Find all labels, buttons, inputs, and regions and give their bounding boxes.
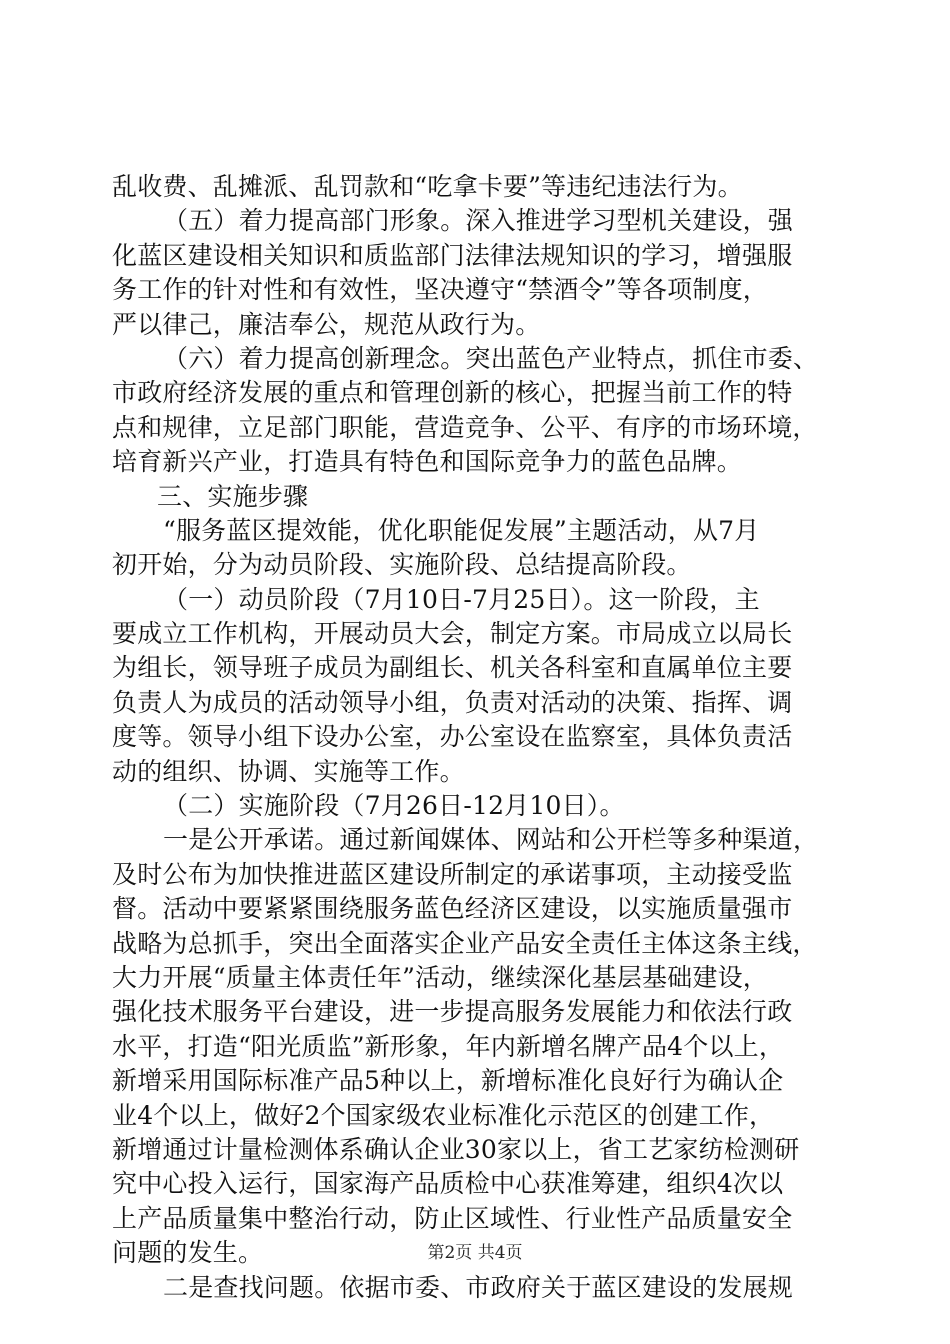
body-line: 及时公布为加快推进蓝区建设所制定的承诺事项，主动接受监 [112, 859, 793, 889]
body-line: 二是查找问题。依据市委、市政府关于蓝区建设的发展规 [163, 1272, 794, 1302]
body-line: 究中心投入运行，国家海产品质检中心获准筹建，组织4次以 [112, 1169, 784, 1199]
body-line: 水平，打造“阳光质监”新形象，年内新增名牌产品4个以上， [112, 1031, 785, 1061]
body-line: 问题的发生。 [112, 1238, 264, 1268]
body-line: 上产品质量集中整治行动，防止区域性、行业性产品质量安全 [112, 1203, 793, 1233]
body-line: 度等。领导小组下设办公室，办公室设在监察室，具体负责活 [112, 722, 793, 752]
body-line: 战略为总抓手，突出全面落实企业产品安全责任主体这条主线， [112, 928, 818, 958]
document-body [112, 170, 848, 1305]
body-line: 负责人为成员的活动领导小组，负责对活动的决策、指挥、调 [112, 687, 793, 717]
body-line: 点和规律，立足部门职能，营造竞争、公平、有序的市场环境， [112, 412, 818, 442]
body-line: 一是公开承诺。通过新闻媒体、网站和公开栏等多种渠道， [163, 825, 819, 855]
body-line: 严以律己，廉洁奉公，规范从政行为。 [112, 309, 541, 339]
body-line: 督。活动中要紧紧围绕服务蓝色经济区建设，以实施质量强市 [112, 894, 793, 924]
body-line: 新增采用国际标准产品5种以上，新增标准化良好行为确认企 [112, 1066, 784, 1096]
section-heading: 三、实施步骤 [157, 481, 309, 511]
body-line: 培育新兴产业，打造具有特色和国际竞争力的蓝色品牌。 [112, 447, 743, 477]
body-line: 市政府经济发展的重点和管理创新的核心，把握当前工作的特 [112, 378, 793, 408]
body-line: 动的组织、协调、实施等工作。 [112, 756, 465, 786]
page-number-footer: 第2页 共4页 [427, 1243, 523, 1263]
body-line: 乱收费、乱摊派、乱罚款和“吃拿卡要”等违纪违法行为。 [112, 172, 743, 201]
body-line: （六）着力提高创新理念。突出蓝色产业特点，抓住市委、 [163, 343, 819, 373]
body-line: 大力开展“质量主体责任年”活动，继续深化基层基础建设， [112, 962, 768, 992]
body-line: 化蓝区建设相关知识和质监部门法律法规知识的学习，增强服 [112, 240, 793, 270]
body-line: 为组长，领导班子成员为副组长、机关各科室和直属单位主要 [112, 653, 793, 683]
body-line: 初开始，分为动员阶段、实施阶段、总结提高阶段。 [112, 550, 692, 580]
body-line: 要成立工作机构，开展动员大会，制定方案。市局成立以局长 [112, 619, 793, 649]
body-line: 业4个以上，做好2个国家级农业标准化示范区的创建工作， [112, 1100, 775, 1130]
body-line: （一）动员阶段（7月10日-7月25日）。这一阶段，主 [163, 584, 760, 614]
body-line: 新增通过计量检测体系确认企业30家以上，省工艺家纺检测研 [112, 1134, 800, 1164]
body-line: 务工作的针对性和有效性，坚决遵守“禁酒令”等各项制度， [112, 275, 768, 305]
body-line: “服务蓝区提效能，优化职能促发展”主题活动，从7月 [163, 515, 760, 545]
body-line: （五）着力提高部门形象。深入推进学习型机关建设，强 [163, 206, 794, 236]
body-line: （二）实施阶段（7月26日-12月10日）。 [163, 791, 625, 821]
body-line: 强化技术服务平台建设，进一步提高服务发展能力和依法行政 [112, 997, 793, 1027]
